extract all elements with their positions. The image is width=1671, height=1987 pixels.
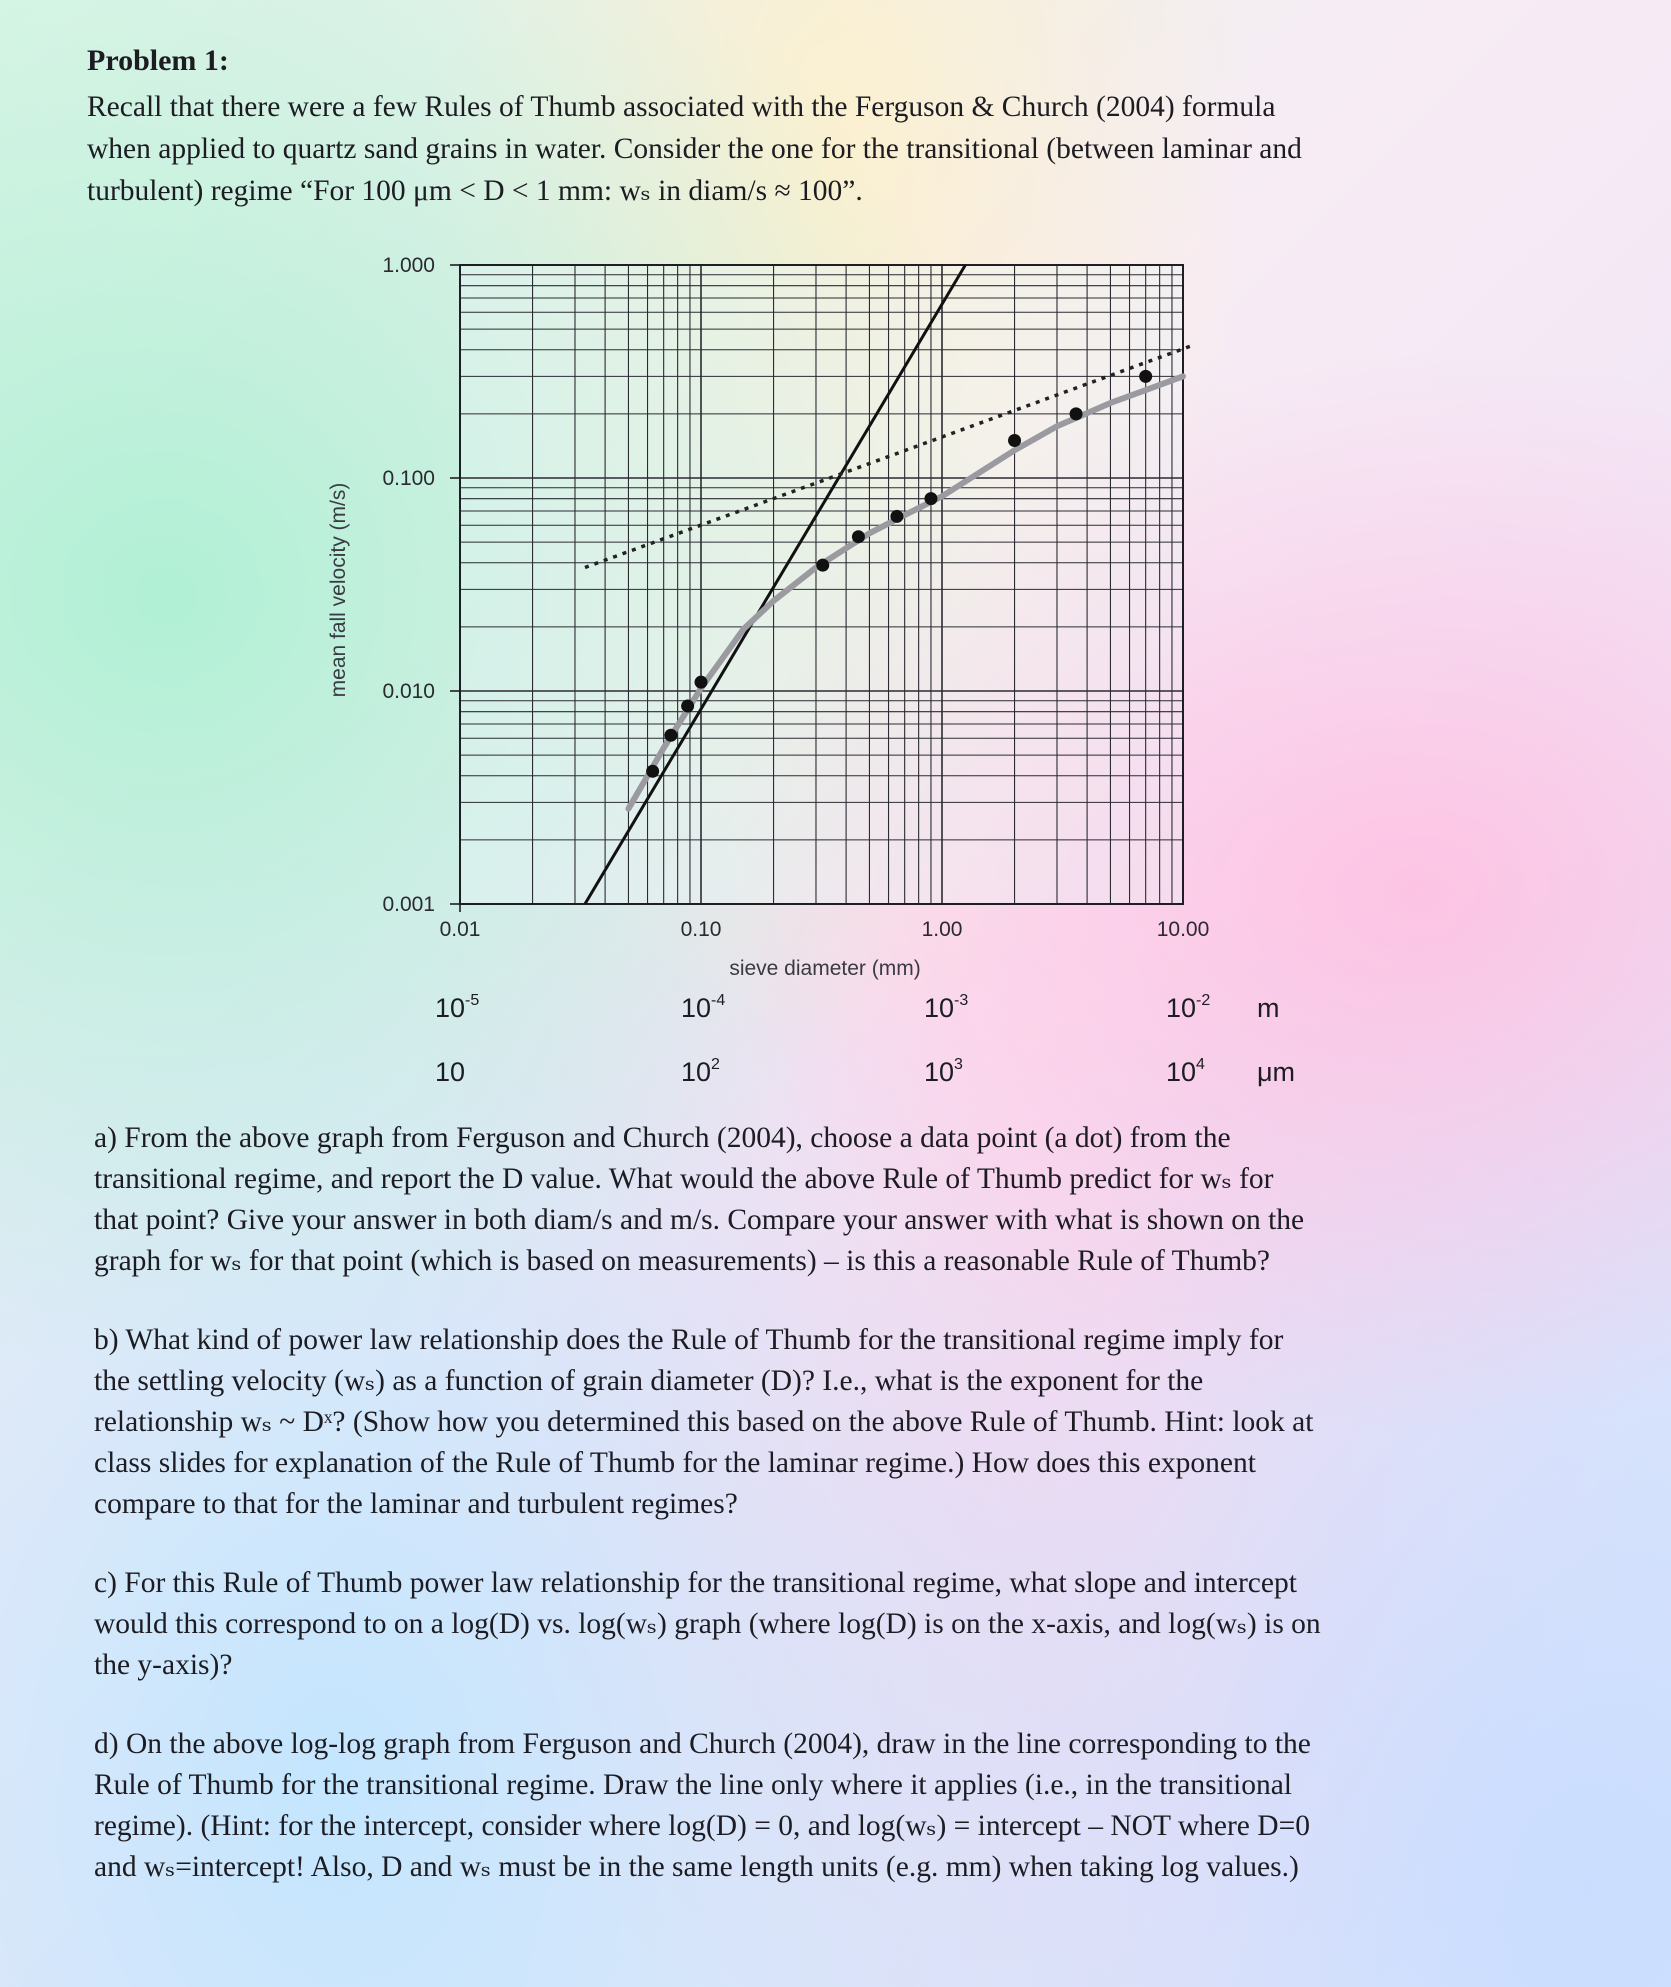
unit-row-micrometers bbox=[435, 1056, 1295, 1087]
question-b bbox=[94, 1320, 1594, 1525]
intro-line: Recall that there were a few Rules of Thumb associated with the Ferguson & Church (2004) formula bbox=[87, 91, 1276, 123]
question-line: graph for wₛ for that point (which is based on measurements) – is this a reasonable Rule of Thumb? bbox=[94, 1245, 1270, 1277]
question-line: Rule of Thumb for the transitional regime. Draw the line only where it applies (i.e., in the transitional bbox=[94, 1769, 1292, 1801]
x-axis-title: sieve diameter (mm) bbox=[729, 957, 921, 980]
question-line: would this correspond to on a log(D) vs. log(wₛ) graph (where log(D) is on the x-axis, and log(wₛ) is on bbox=[94, 1608, 1321, 1640]
intro-line: turbulent) regime “For 100 μm < D < 1 mm: wₛ in diam/s ≈ 100”. bbox=[87, 175, 863, 207]
data-point bbox=[695, 676, 708, 689]
problem-intro bbox=[87, 86, 1587, 212]
data-point bbox=[924, 492, 937, 505]
micrometer-label: $10^4$ bbox=[1166, 1056, 1205, 1087]
question-c bbox=[94, 1563, 1594, 1686]
plot-area bbox=[460, 265, 1183, 904]
data-point bbox=[1139, 370, 1152, 383]
chart-svg bbox=[320, 235, 1320, 1115]
question-line: class slides for explanation of the Rule of Thumb for the laminar regime.) How does this exponent bbox=[94, 1447, 1256, 1479]
question-line: c) For this Rule of Thumb power law relationship for the transitional regime, what slope and intercept bbox=[94, 1567, 1297, 1599]
micrometer-label: 10 bbox=[435, 1057, 466, 1087]
micrometer-unit: μm bbox=[1257, 1057, 1296, 1087]
x-tick-label: 1.00 bbox=[921, 918, 963, 941]
meter-label: $10^{-5}$ bbox=[435, 992, 480, 1023]
question-d bbox=[94, 1724, 1594, 1888]
question-line: transitional regime, and report the D value. What would the above Rule of Thumb predict for wₛ for bbox=[94, 1163, 1274, 1195]
question-a bbox=[94, 1118, 1594, 1282]
question-line: compare to that for the laminar and turbulent regimes? bbox=[94, 1488, 738, 1520]
y-tick-label: 1.000 bbox=[382, 254, 435, 277]
question-line: and wₛ=intercept! Also, D and wₛ must be in the same length units (e.g. mm) when taking log values.) bbox=[94, 1851, 1299, 1883]
x-tick-label: 10.00 bbox=[1156, 918, 1210, 941]
meter-label: $10^{-2}$ bbox=[1166, 992, 1211, 1023]
y-tick-label: 0.100 bbox=[382, 467, 435, 490]
question-line: b) What kind of power law relationship does the Rule of Thumb for the transitional regime imply for bbox=[94, 1324, 1284, 1356]
question-line: the y-axis)? bbox=[94, 1649, 233, 1681]
meter-unit: m bbox=[1257, 993, 1280, 1023]
fall-velocity-chart bbox=[320, 235, 1320, 1115]
y-axis-title: mean fall velocity (m/s) bbox=[327, 482, 350, 698]
micrometer-label: $10^3$ bbox=[924, 1056, 963, 1087]
micrometer-label: $10^2$ bbox=[681, 1056, 720, 1087]
question-line: that point? Give your answer in both diam/s and m/s. Compare your answer with what is shown on the bbox=[94, 1204, 1305, 1236]
question-line: d) On the above log-log graph from Ferguson and Church (2004), draw in the line corresponding to the bbox=[94, 1728, 1311, 1760]
data-point bbox=[1070, 407, 1083, 420]
y-tick-label: 0.010 bbox=[382, 680, 435, 703]
question-line: regime). (Hint: for the intercept, consider where log(D) = 0, and log(wₛ) = intercept – NOT where D=0 bbox=[94, 1810, 1310, 1842]
y-tick-label: 0.001 bbox=[382, 893, 435, 916]
data-point bbox=[816, 559, 829, 572]
data-point bbox=[681, 700, 694, 713]
data-point bbox=[852, 530, 865, 543]
meter-label: $10^{-3}$ bbox=[924, 992, 969, 1023]
unit-row-meters bbox=[435, 992, 1280, 1023]
x-tick-label: 0.01 bbox=[439, 918, 481, 941]
question-line: the settling velocity (wₛ) as a function of grain diameter (D)? I.e., what is the exponent for the bbox=[94, 1365, 1204, 1397]
data-point bbox=[1008, 434, 1021, 447]
problem-title: Problem 1: bbox=[87, 44, 229, 77]
chart-grid bbox=[450, 265, 1183, 912]
data-point bbox=[890, 510, 903, 523]
question-line: relationship wₛ ~ Dˣ? (Show how you determined this based on the above Rule of Thumb. Hint: look at bbox=[94, 1406, 1314, 1438]
data-point bbox=[646, 765, 659, 778]
x-tick-label: 0.10 bbox=[680, 918, 722, 941]
meter-label: $10^{-4}$ bbox=[681, 992, 726, 1023]
intro-line: when applied to quartz sand grains in water. Consider the one for the transitional (between laminar and bbox=[87, 133, 1302, 165]
question-line: a) From the above graph from Ferguson and Church (2004), choose a data point (a dot) from the bbox=[94, 1122, 1231, 1154]
questions bbox=[94, 1118, 1594, 1926]
data-point bbox=[664, 729, 677, 742]
